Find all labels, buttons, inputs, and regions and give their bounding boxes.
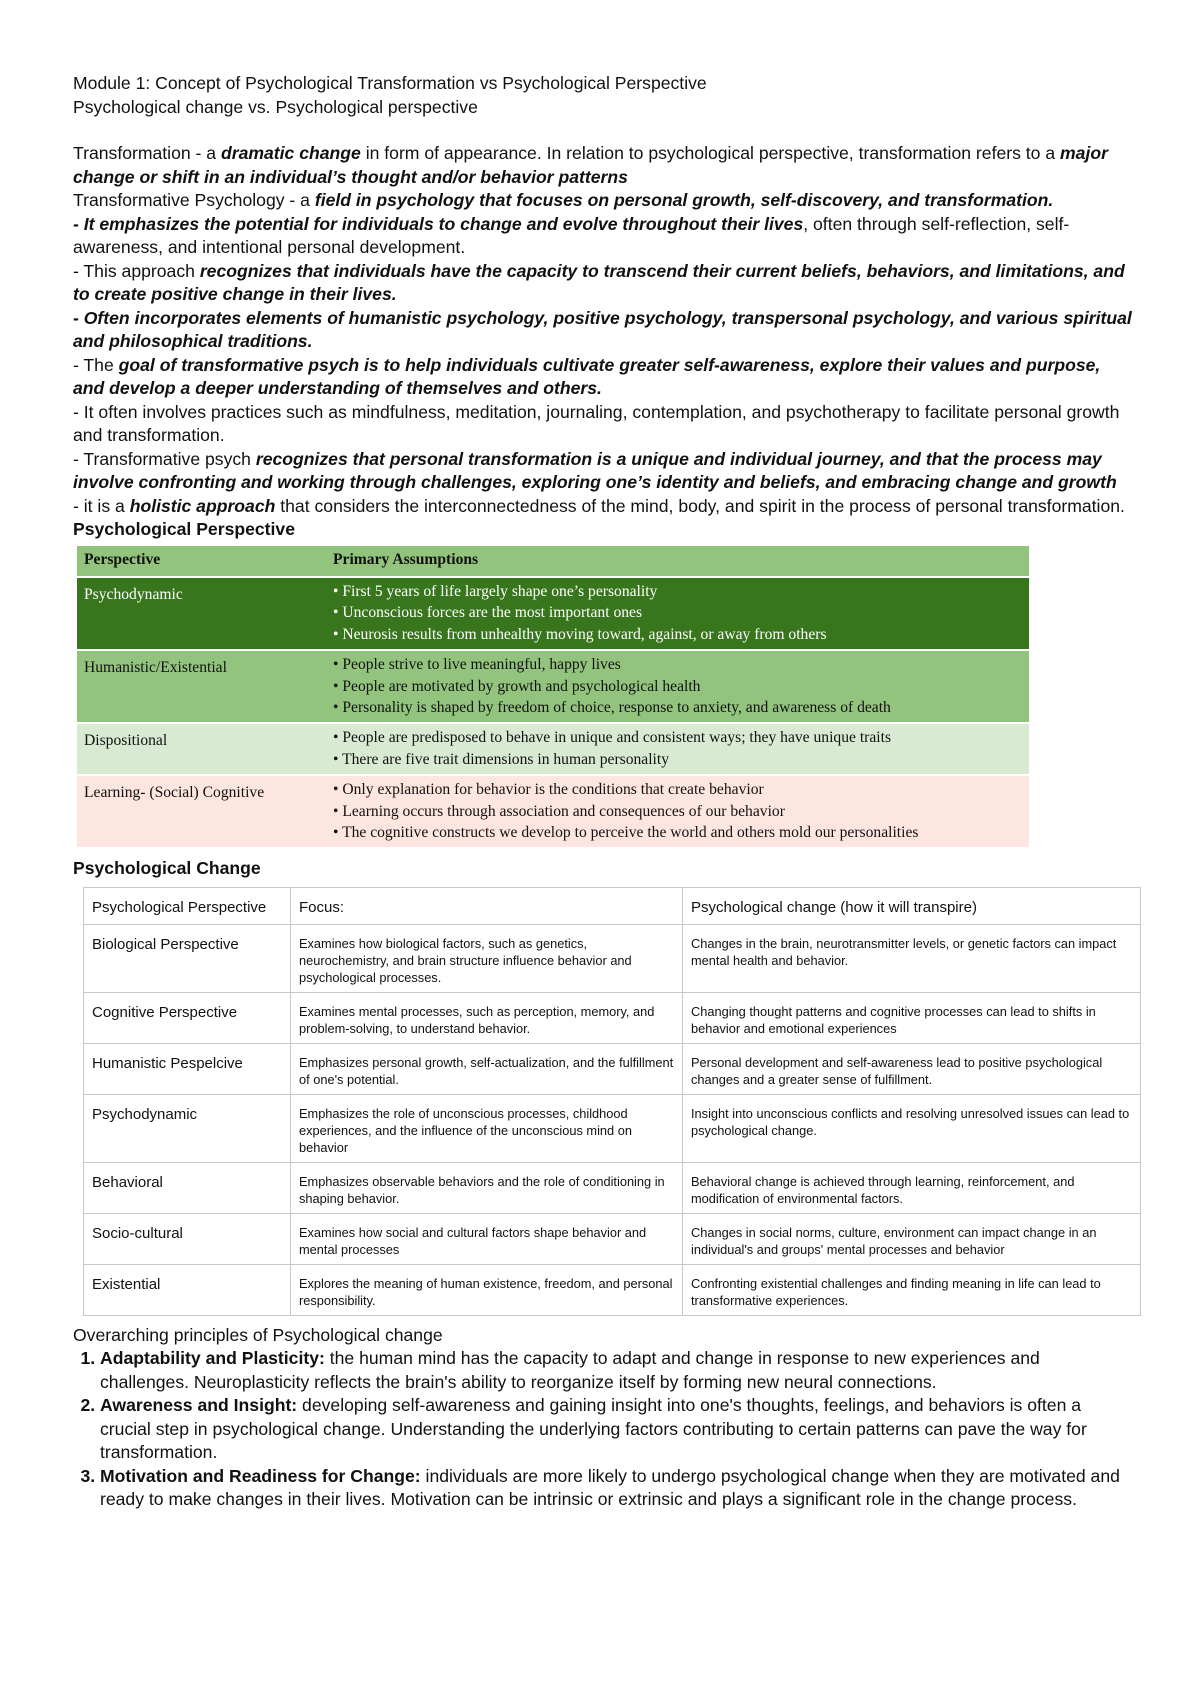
emphasis-text: major change or shift in an individual’s thought and/or behavior patterns bbox=[73, 143, 1108, 187]
transformation-point bbox=[73, 213, 1133, 260]
transformative-psychology-definition bbox=[73, 189, 1133, 213]
column-header: Psychological change (how it will transpire) bbox=[683, 887, 1141, 924]
focus-cell: Emphasizes personal growth, self-actualization, and the fulfillment of one's potential. bbox=[291, 1043, 683, 1094]
focus-cell: Examines how biological factors, such as genetics, neurochemistry, and brain structure influence behavior and psychological processes. bbox=[291, 924, 683, 992]
table-row bbox=[77, 723, 1029, 775]
principle-text: the human mind has the capacity to adapt and change in response to new experiences and challenges. Neuroplasticity reflects the brain's ability to reorganize itself by forming new neural connections. bbox=[100, 1348, 1040, 1392]
principle-title: Awareness and Insight: bbox=[100, 1395, 298, 1416]
assumption-item: • Neurosis results from unhealthy moving toward, against, or away from others bbox=[333, 626, 827, 644]
table-header-row bbox=[77, 546, 1029, 577]
assumption-item: • People are motivated by growth and psychological health bbox=[333, 677, 701, 695]
assumption-item: • Personality is shaped by freedom of choice, response to anxiety, and awareness of death bbox=[333, 699, 891, 717]
assumption-item: • Only explanation for behavior is the conditions that create behavior bbox=[333, 780, 764, 798]
transformation-point: - It often involves practices such as mindfulness, meditation, journaling, contemplation, and psychotherapy to facilitate personal growth and transformation. bbox=[73, 401, 1120, 445]
table-row bbox=[77, 650, 1029, 723]
focus-cell: Explores the meaning of human existence, freedom, and personal responsibility. bbox=[291, 1264, 683, 1315]
assumptions-cell bbox=[326, 775, 1029, 848]
assumptions-cell bbox=[326, 650, 1029, 723]
transformation-point: - Often incorporates elements of humanistic psychology, positive psychology, transpersonal psychology, and various spiritual and philosophical traditions. bbox=[73, 307, 1132, 351]
perspective-name: Humanistic Pespelcive bbox=[84, 1043, 291, 1094]
text-run: , often through self-reflection, self-awareness, and intentional personal development. bbox=[73, 213, 1070, 257]
assumptions-cell bbox=[326, 723, 1029, 775]
list-item bbox=[100, 1347, 1133, 1394]
change-heading: Psychological Change bbox=[73, 858, 261, 879]
principle-text: individuals are more likely to undergo psychological change when they are motivated and ready to make changes in their lives. Motivation can be intrinsic or extrinsic and plays a significant role in the change process. bbox=[100, 1465, 1120, 1510]
table-row bbox=[84, 1213, 1141, 1264]
table-row bbox=[77, 775, 1029, 848]
text-run: in form of appearance. In relation to psychological perspective, transformation refers to a bbox=[365, 143, 1061, 163]
change-table bbox=[83, 887, 1141, 1316]
perspective-name: Socio-cultural bbox=[84, 1213, 291, 1264]
perspective-table bbox=[77, 546, 1029, 850]
column-header: Perspective bbox=[77, 546, 326, 577]
change-cell: Changes in social norms, culture, environment can impact change in an individual's and groups' mental processes and behavior bbox=[683, 1213, 1141, 1264]
column-header: Primary Assumptions bbox=[326, 546, 1029, 577]
focus-cell: Emphasizes observable behaviors and the role of conditioning in shaping behavior. bbox=[291, 1162, 683, 1213]
assumption-item: • Unconscious forces are the most important ones bbox=[333, 604, 643, 622]
assumption-item: • Learning occurs through association and consequences of our behavior bbox=[333, 802, 785, 820]
perspective-name: Humanistic/Existential bbox=[77, 650, 326, 723]
table-row bbox=[84, 924, 1141, 992]
table-row bbox=[77, 577, 1029, 650]
assumption-item: • There are five trait dimensions in human personality bbox=[333, 751, 670, 769]
emphasis-text: - It emphasizes the potential for individuals to change and evolve throughout their lives bbox=[73, 213, 804, 234]
transformation-point bbox=[73, 354, 1133, 401]
column-header: Psychological Perspective bbox=[84, 887, 291, 924]
column-header: Focus: bbox=[291, 887, 683, 924]
perspective-name: Learning- (Social) Cognitive bbox=[77, 775, 326, 848]
change-cell: Insight into unconscious conflicts and resolving unresolved issues can lead to psychological change. bbox=[683, 1094, 1141, 1162]
module-subtitle: Psychological change vs. Psychological perspective bbox=[73, 96, 478, 117]
emphasis-text: recognizes that individuals have the capacity to transcend their current beliefs, behaviors, and limitations, and to create positive change in their lives. bbox=[73, 260, 1125, 304]
text-run: - Transformative psych bbox=[73, 448, 256, 469]
focus-cell: Examines how social and cultural factors shape behavior and mental processes bbox=[291, 1213, 683, 1264]
perspective-name: Cognitive Perspective bbox=[84, 992, 291, 1043]
table-row bbox=[84, 1043, 1141, 1094]
principle-text: developing self-awareness and gaining insight into one's thoughts, feelings, and behaviors is often a crucial step in psychological change. Understanding the underlying factors contributing to certain patterns can pave the way for transformation. bbox=[100, 1395, 1087, 1463]
emphasis-text: recognizes that personal transformation is a unique and individual journey, and that the process may involve confronting and working through challenges, exploring one’s identity and beliefs, and embracing change and growth bbox=[73, 448, 1117, 492]
perspective-heading: Psychological Perspective bbox=[73, 519, 295, 539]
perspective-name: Psychodynamic bbox=[84, 1094, 291, 1162]
text-run: - The bbox=[73, 354, 119, 375]
principles-list bbox=[73, 1347, 1133, 1512]
table-row bbox=[84, 1162, 1141, 1213]
list-item bbox=[100, 1394, 1133, 1465]
perspective-name: Biological Perspective bbox=[84, 924, 291, 992]
principle-title: Adaptability and Plasticity: bbox=[100, 1348, 325, 1369]
text-run: - it is a bbox=[73, 495, 130, 516]
emphasis-text: dramatic change bbox=[220, 143, 366, 163]
assumption-item: • People strive to live meaningful, happy lives bbox=[333, 655, 621, 673]
change-cell: Behavioral change is achieved through learning, reinforcement, and modification of environmental factors. bbox=[683, 1162, 1141, 1213]
emphasis-text: goal of transformative psych is to help individuals cultivate greater self-awareness, explore their values and purpose, and develop a deeper understanding of themselves and others. bbox=[73, 354, 1101, 398]
perspective-name: Psychodynamic bbox=[77, 577, 326, 650]
text-run: that considers the interconnectedness of the mind, body, and spirit in the process of personal transformation. bbox=[275, 495, 1125, 516]
focus-cell: Examines mental processes, such as perception, memory, and problem-solving, to understand behavior. bbox=[291, 992, 683, 1043]
principle-title: Motivation and Readiness for Change: bbox=[100, 1465, 421, 1486]
change-cell: Personal development and self-awareness lead to positive psychological changes and a greater sense of fulfillment. bbox=[683, 1043, 1141, 1094]
transformation-point bbox=[73, 448, 1133, 495]
text-run: - This approach bbox=[73, 260, 200, 281]
perspective-name: Behavioral bbox=[84, 1162, 291, 1213]
change-cell: Changes in the brain, neurotransmitter levels, or genetic factors can impact mental health and behavior. bbox=[683, 924, 1141, 992]
text-run: Transformative Psychology - a bbox=[73, 190, 315, 210]
change-cell: Changing thought patterns and cognitive processes can lead to shifts in behavior and emotional experiences bbox=[683, 992, 1141, 1043]
assumption-item: • People are predisposed to behave in unique and consistent ways; they have unique traits bbox=[333, 729, 892, 747]
emphasis-text: holistic approach bbox=[129, 495, 276, 516]
transformation-point bbox=[73, 260, 1133, 307]
table-row bbox=[84, 1264, 1141, 1315]
assumptions-cell bbox=[326, 577, 1029, 650]
assumption-item: • First 5 years of life largely shape one’s personality bbox=[333, 582, 658, 600]
perspective-name: Existential bbox=[84, 1264, 291, 1315]
table-row bbox=[84, 992, 1141, 1043]
text-run: Transformation - a bbox=[73, 143, 221, 163]
assumption-item: • The cognitive constructs we develop to perceive the world and others mold our personalities bbox=[333, 824, 919, 842]
list-item bbox=[100, 1465, 1133, 1512]
principles-heading: Overarching principles of Psychological change bbox=[73, 1324, 443, 1345]
transformation-definition bbox=[73, 142, 1133, 189]
table-row bbox=[84, 1094, 1141, 1162]
document-page bbox=[73, 72, 1133, 1512]
transformation-point bbox=[73, 495, 1133, 519]
change-cell: Confronting existential challenges and finding meaning in life can lead to transformative experiences. bbox=[683, 1264, 1141, 1315]
focus-cell: Emphasizes the role of unconscious processes, childhood experiences, and the influence of the unconscious mind on behavior bbox=[291, 1094, 683, 1162]
emphasis-text: field in psychology that focuses on personal growth, self-discovery, and transformation. bbox=[314, 190, 1054, 210]
module-title: Module 1: Concept of Psychological Transformation vs Psychological Perspective bbox=[73, 73, 707, 93]
table-header-row bbox=[84, 887, 1141, 924]
perspective-name: Dispositional bbox=[77, 723, 326, 775]
